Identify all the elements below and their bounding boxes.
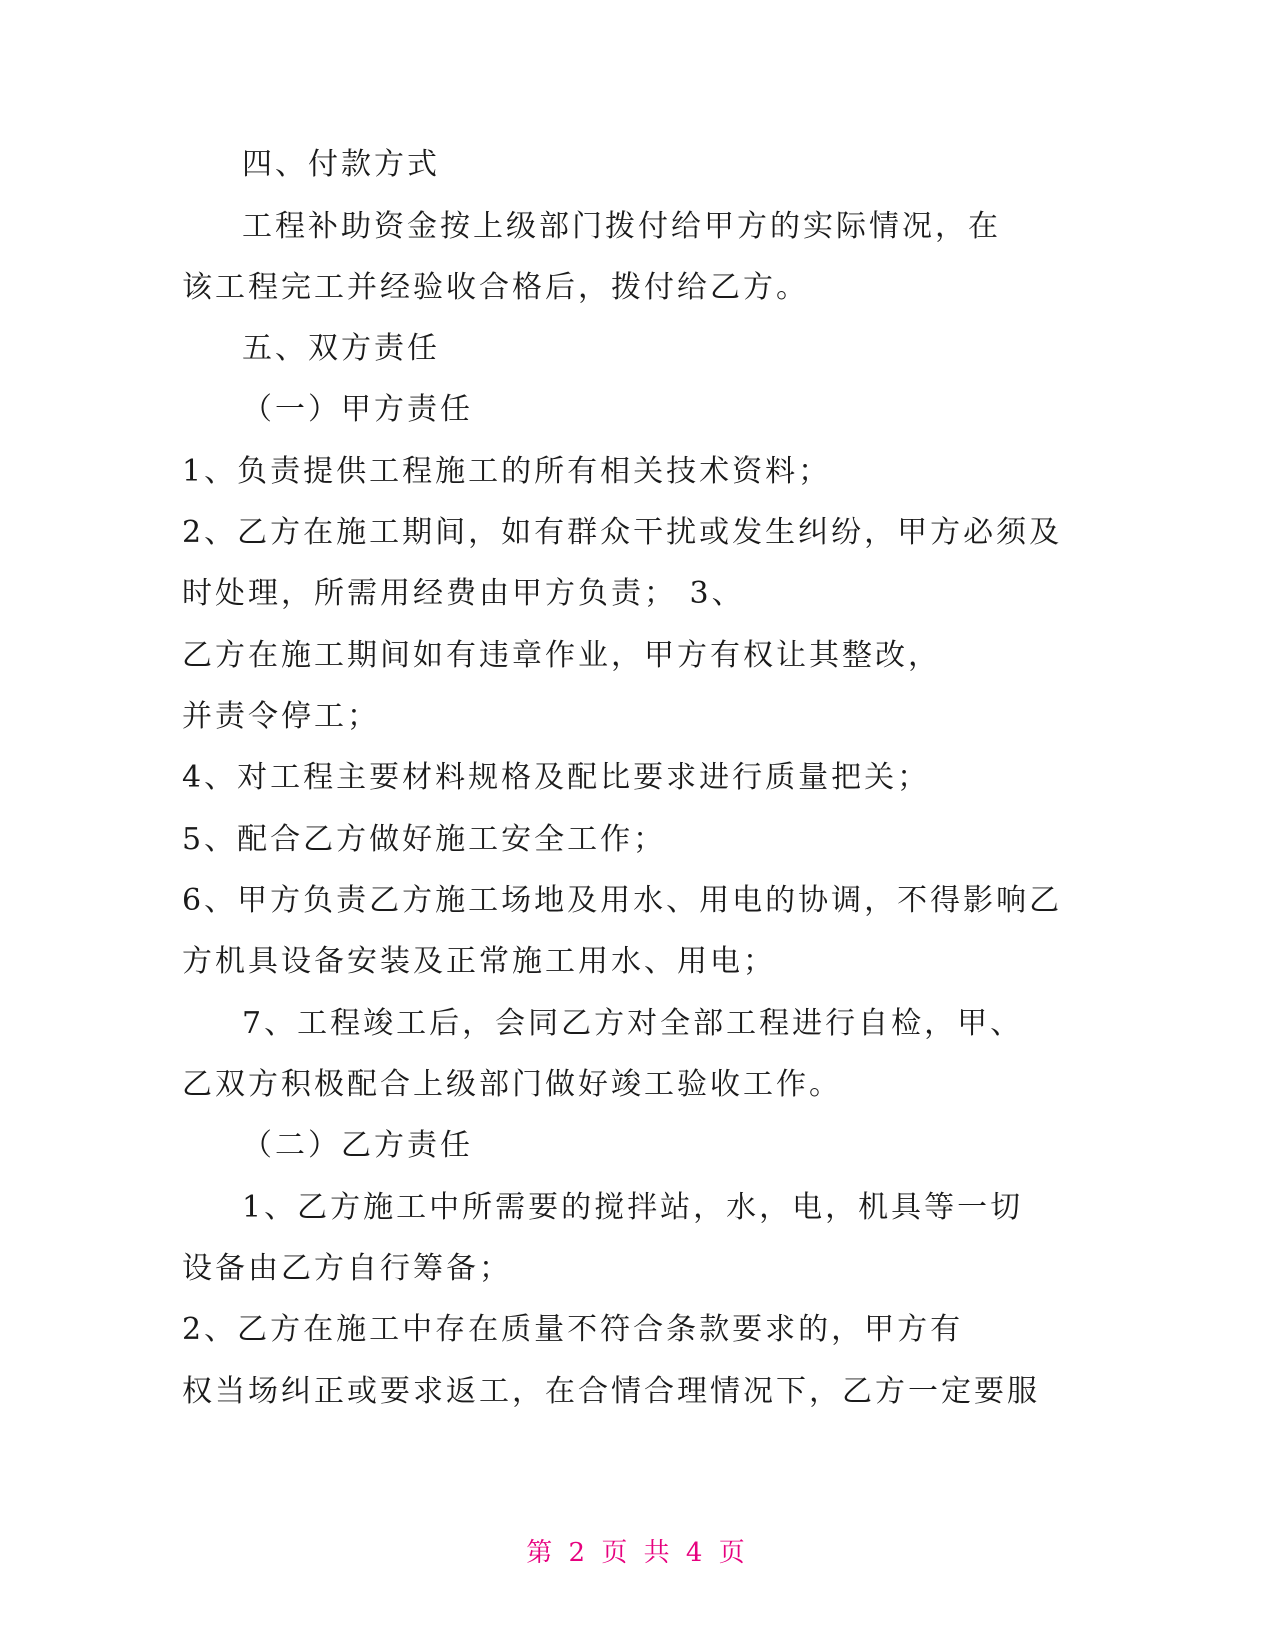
list-item-continuation: 时处理，所需用经费由甲方负责； 3、	[182, 576, 745, 611]
section-heading-responsibilities: 五、双方责任	[242, 331, 440, 366]
paragraph-line: 工程补助资金按上级部门拨付给甲方的实际情况，在	[242, 209, 1001, 244]
page-number-footer: 第 2 页 共 4 页	[526, 1538, 749, 1568]
subsection-heading-party-b: （二）乙方责任	[242, 1128, 473, 1163]
subsection-heading-party-a: （一）甲方责任	[242, 392, 473, 427]
list-item-continuation: 方机具设备安装及正常施工用水、用电；	[182, 944, 776, 979]
list-item: 5、配合乙方做好施工安全工作；	[182, 822, 667, 857]
list-item-continuation: 设备由乙方自行筹备；	[182, 1251, 512, 1286]
list-item: 1、负责提供工程施工的所有相关技术资料；	[182, 454, 832, 489]
list-item-continuation: 权当场纠正或要求返工，在合情合理情况下，乙方一定要服	[182, 1374, 1040, 1409]
list-item: 6、甲方负责乙方施工场地及用水、用电的协调，不得影响乙	[182, 883, 1063, 918]
list-item: 2、乙方在施工中存在质量不符合条款要求的，甲方有	[182, 1312, 964, 1347]
list-item: 1、乙方施工中所需要的搅拌站，水，电，机具等一切	[242, 1190, 1024, 1225]
list-item: 乙方在施工期间如有违章作业，甲方有权让其整改，	[182, 638, 941, 673]
list-item-continuation: 乙双方积极配合上级部门做好竣工验收工作。	[182, 1067, 842, 1102]
list-item-continuation: 并责令停工；	[182, 699, 380, 734]
section-heading-payment: 四、付款方式	[242, 147, 440, 182]
list-item: 7、工程竣工后，会同乙方对全部工程进行自检，甲、	[242, 1006, 1024, 1041]
paragraph-line: 该工程完工并经验收合格后，拨付给乙方。	[182, 270, 809, 305]
list-item: 4、对工程主要材料规格及配比要求进行质量把关；	[182, 760, 931, 795]
list-item: 2、乙方在施工期间，如有群众干扰或发生纠纷，甲方必须及	[182, 515, 1063, 550]
